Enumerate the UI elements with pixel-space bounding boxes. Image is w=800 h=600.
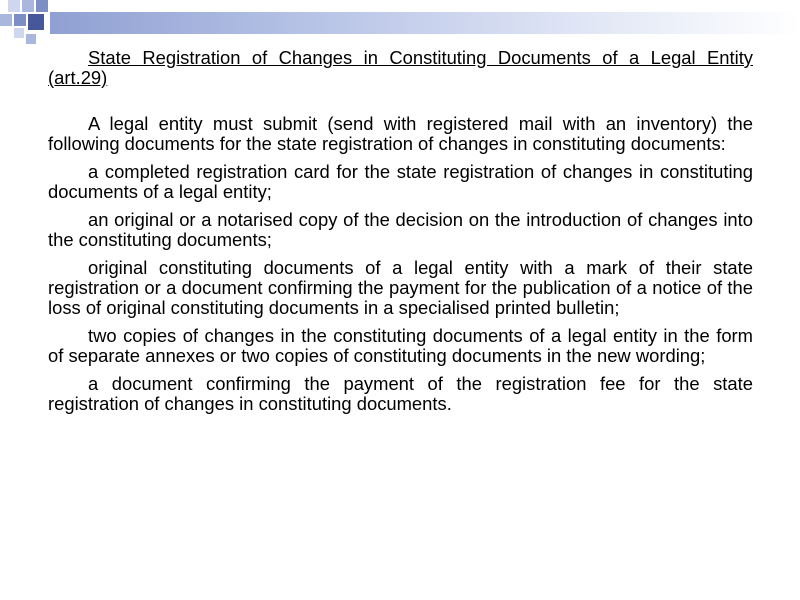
list-item: an original or a notarised copy of the decision on the introduction of changes into the constituting documents; (48, 209, 753, 250)
header-gradient-bar (50, 12, 800, 34)
intro-paragraph: A legal entity must submit (send with registered mail with an inventory) the following documents for the state registration of changes in constituting documents: (48, 113, 753, 154)
deco-square (14, 14, 26, 26)
list-item: original constituting documents of a legal entity with a mark of their state registration or a document confirming the payment for the publication of a notice of the loss of original constituting documents in a specialised printed bulletin; (48, 257, 753, 318)
slide-header-decoration (0, 0, 800, 50)
deco-square (14, 28, 24, 38)
list-item: a completed registration card for the state registration of changes in constituting documents of a legal entity; (48, 161, 753, 202)
deco-square (22, 0, 34, 12)
required-documents-list (48, 162, 753, 414)
slide-title: State Registration of Changes in Constituting Documents of a Legal Entity (art.29) (48, 47, 753, 88)
deco-square (28, 14, 44, 30)
deco-square (26, 34, 36, 44)
list-item: two copies of changes in the constituting documents of a legal entity in the form of separate annexes or two copies of constituting documents in the new wording; (48, 325, 753, 366)
deco-square (0, 14, 12, 26)
slide-content (48, 48, 753, 414)
list-item: a document confirming the payment of the registration fee for the state registration of changes in constituting documents. (48, 373, 753, 414)
deco-square (8, 0, 20, 12)
deco-square (36, 0, 48, 12)
